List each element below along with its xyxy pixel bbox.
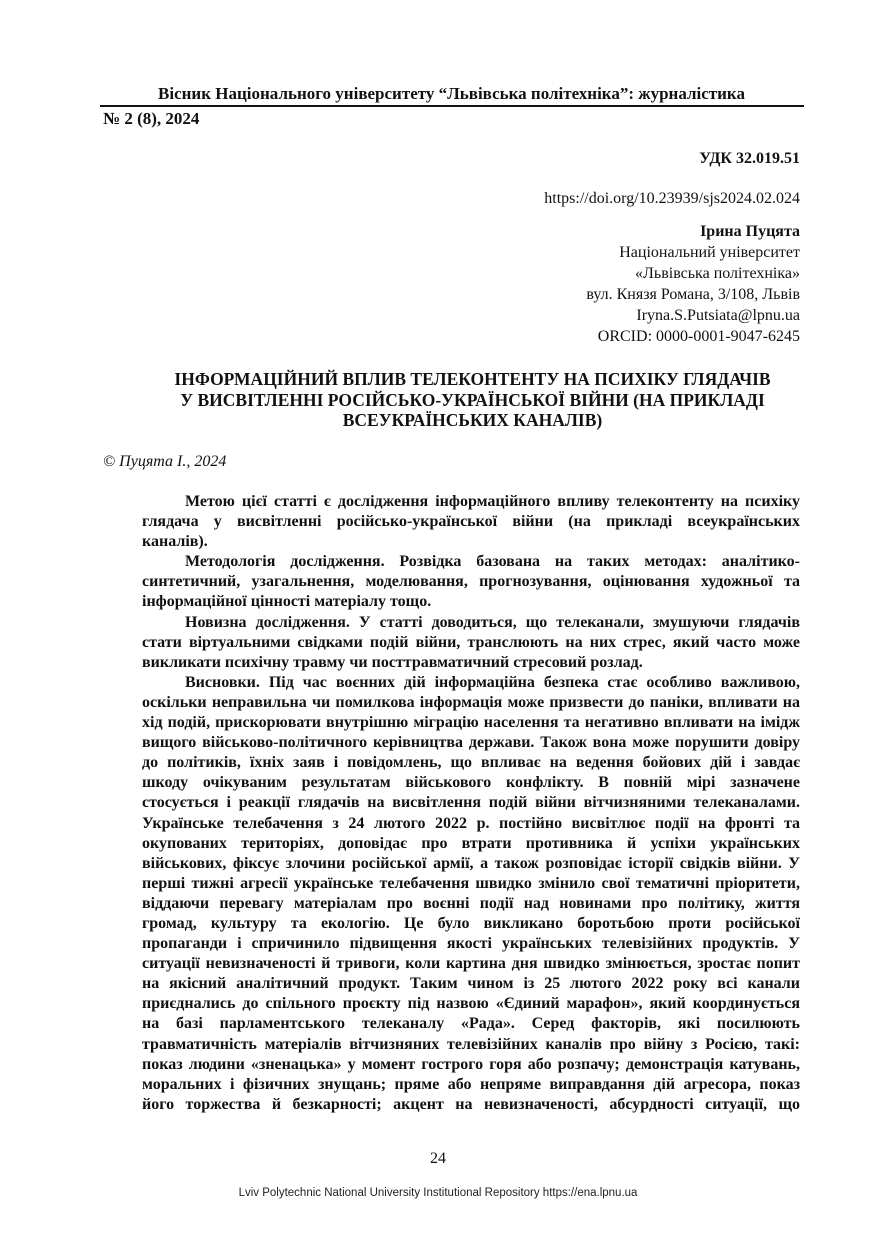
abstract-line: Методологія дослідження. Розвідка базована на таких методах: аналітико- [185, 553, 800, 571]
abstract-paragraph [142, 673, 800, 1115]
abstract-paragraph [142, 492, 800, 552]
abstract-line: травматичність матеріалів вітчизняних телевізійних каналів про війну з Росією, такі: [142, 1035, 800, 1053]
abstract [142, 492, 800, 1115]
abstract-paragraph [142, 613, 800, 673]
abstract-line: Метою цієї статті є дослідження інформаційного впливу телеконтенту на психіку [185, 493, 800, 510]
page-number: 24 [430, 1150, 446, 1167]
article-title [100, 369, 845, 431]
abstract-line: Українське телебачення з 24 лютого 2022 р. постійно висвітлює події на фронті та [142, 814, 800, 832]
abstract-line: інформаційної цінності матеріалу тощо. [142, 593, 432, 611]
udk-code: УДК 32.019.51 [699, 150, 800, 167]
abstract-line: каналів). [142, 533, 208, 551]
abstract-line: Новизна дослідження. У статті доводиться, що телеканали, змушуючи глядачів [185, 613, 800, 631]
author-affiliation: Національний університет [619, 244, 800, 261]
abstract-line: його торжества й безкарності; акцент на невизначеності, абсурдності ситуації, що [142, 1095, 800, 1113]
abstract-line: стосується і реакції глядачів на висвітлення подій війни вітчизняними телеканалами. [142, 794, 800, 812]
abstract-line: громад, культуру та екологію. Це було викликано боротьбою проти російської [142, 914, 800, 932]
abstract-line: на якісний аналітичний продукт. Таким чином із 25 лютого 2022 року всі канали [142, 975, 800, 993]
title-line: ВСЕУКРАЇНСЬКИХ КАНАЛІВ) [342, 410, 603, 430]
header-rule [100, 105, 804, 107]
author-orcid: ORCID: 0000-0001-9047-6245 [597, 328, 800, 345]
abstract-line: оскільки неправильна чи помилкова інформація може призвести до паніки, впливати на [142, 693, 800, 711]
abstract-line: ситуації невизначеності й тривоги, коли картина дня швидко змінюється, зростає попит [142, 955, 800, 973]
repository-footer: Lviv Polytechnic National University Institutional Repository https://ena.lpnu.ua [238, 1187, 638, 1199]
abstract-line: військових, фіксує злочини російської армії, а також розповідає історії свідків війни. У [142, 854, 800, 872]
abstract-line: хід подій, прискорювати внутрішню міграцію населення та негативно впливати на імідж [142, 714, 800, 732]
author-name: Ірина Пуцята [700, 223, 800, 240]
author-block [586, 221, 800, 347]
abstract-line: стати віртуальними свідками подій війни, транслюють на них стрес, який часто може [142, 633, 800, 651]
journal-title: Вісник Національного університету “Львівська політехніка”: журналістика [158, 84, 745, 103]
title-line: У ВИСВІТЛЕННІ РОСІЙСЬКО-УКРАЇНСЬКОЇ ВІЙНИ (НА ПРИКЛАДІ [180, 389, 765, 410]
abstract-line: шкоду очікуваним результатам військового конфлікту. В повній мірі зазначене [142, 774, 800, 792]
abstract-line: глядача у висвітленні російсько-української війни (на прикладі всеукраїнських [142, 513, 800, 531]
abstract-line: показ людини «зненацька» у момент гострого горя або розпачу; демонстрація катувань, [142, 1055, 800, 1073]
abstract-line: на базі парламентського телеканалу «Рада». Серед факторів, які посилюють [142, 1015, 800, 1033]
issue-number: № 2 (8), 2024 [103, 109, 200, 128]
abstract-paragraph [142, 552, 800, 612]
abstract-line: вищого військово-політичного керівництва держави. Також вона може порушити довіру [142, 734, 800, 752]
abstract-line: викликати психічну травму чи посттравматичний стресовий розлад. [142, 653, 643, 671]
abstract-line: окупованих територіях, доповідає про втрати противника й успіхи українських [142, 834, 800, 852]
author-affiliation: «Львівська політехніка» [635, 265, 800, 282]
doi-link[interactable]: https://doi.org/10.23939/sjs2024.02.024 [544, 190, 800, 207]
abstract-line: пропаганди і спричинило підвищення якості українських телевізійних продуктів. У [142, 935, 800, 953]
abstract-line: синтетичний, узагальнення, моделювання, прогнозування, оцінювання художньої та [142, 573, 800, 591]
abstract-line: приєднались до спільного проєкту під назвою «Єдиний марафон», який координується [142, 995, 800, 1013]
title-line: ІНФОРМАЦІЙНИЙ ВПЛИВ ТЕЛЕКОНТЕНТУ НА ПСИХІКУ ГЛЯДАЧІВ [174, 369, 771, 389]
abstract-line: до політиків, їхніх заяв і повідомлень, що впливає на ведення бойових дій і завдає [142, 754, 800, 772]
abstract-line: моральних і фізичних знущань; пряме або непряме виправдання дій агресора, показ [142, 1075, 800, 1093]
author-email[interactable]: Iryna.S.Putsiata@lpnu.ua [636, 307, 800, 324]
copyright: © Пуцята І., 2024 [103, 453, 227, 470]
author-address: вул. Князя Романа, 3/108, Львів [586, 286, 800, 303]
abstract-line: Висновки. Під час воєнних дій інформаційна безпека стає особливо важливою, [185, 673, 800, 691]
abstract-line: віддаючи перевагу матеріалам про воєнні події над новинами про політику, життя [142, 894, 800, 912]
abstract-line: перші тижні агресії українське телебачення швидко змінило свої тематичні пріоритети, [142, 874, 800, 892]
